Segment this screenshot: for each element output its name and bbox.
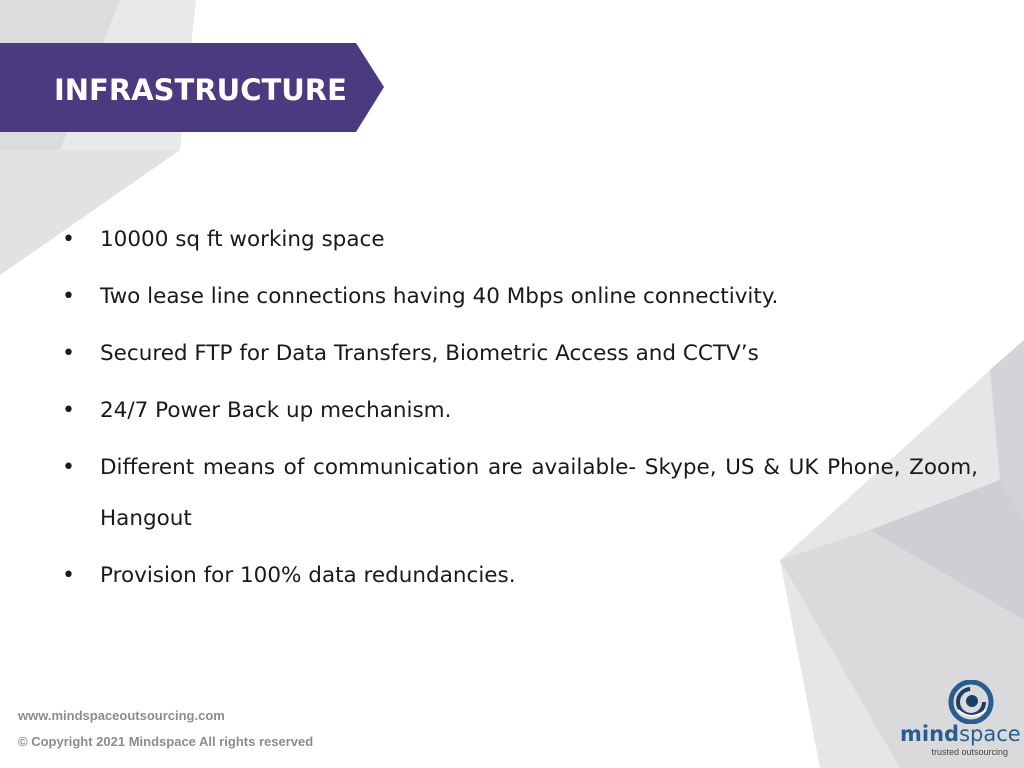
swirl-logo-icon: [948, 680, 994, 724]
bullet-text: Secured FTP for Data Transfers, Biometric Access and CCTV’s: [100, 341, 759, 366]
bullet-icon: •: [62, 227, 75, 252]
bullet-text: Provision for 100% data redundancies.: [100, 563, 516, 588]
bullet-text: 24/7 Power Back up mechanism.: [100, 398, 452, 423]
bullet-icon: •: [62, 455, 75, 480]
list-item: [62, 214, 978, 265]
footer-url[interactable]: www.mindspaceoutsourcing.com: [18, 708, 225, 723]
list-item: [62, 328, 978, 379]
slide-title: INFRASTRUCTURE: [54, 73, 347, 107]
bullet-icon: •: [62, 341, 75, 366]
list-item: [62, 550, 978, 601]
logo-wordmark: mindspace: [900, 722, 1021, 746]
bullet-icon: •: [62, 284, 75, 309]
bullet-list: [62, 214, 978, 607]
logo-tagline: trusted outsourcing: [931, 747, 1008, 757]
mindspace-logo: [896, 680, 1021, 760]
bullet-icon: •: [62, 563, 75, 588]
bullet-icon: •: [62, 398, 75, 423]
list-item: [62, 271, 978, 322]
bullet-text: Two lease line connections having 40 Mbps online connectivity.: [100, 284, 779, 309]
list-item: [62, 385, 978, 436]
footer-copyright: © Copyright 2021 Mindspace All rights reserved: [18, 734, 314, 749]
list-item: [62, 442, 978, 544]
bullet-text: 10000 sq ft working space: [100, 227, 385, 252]
bullet-text: Different means of communication are available- Skype, US & UK Phone, Zoom, Hangout: [100, 455, 978, 531]
